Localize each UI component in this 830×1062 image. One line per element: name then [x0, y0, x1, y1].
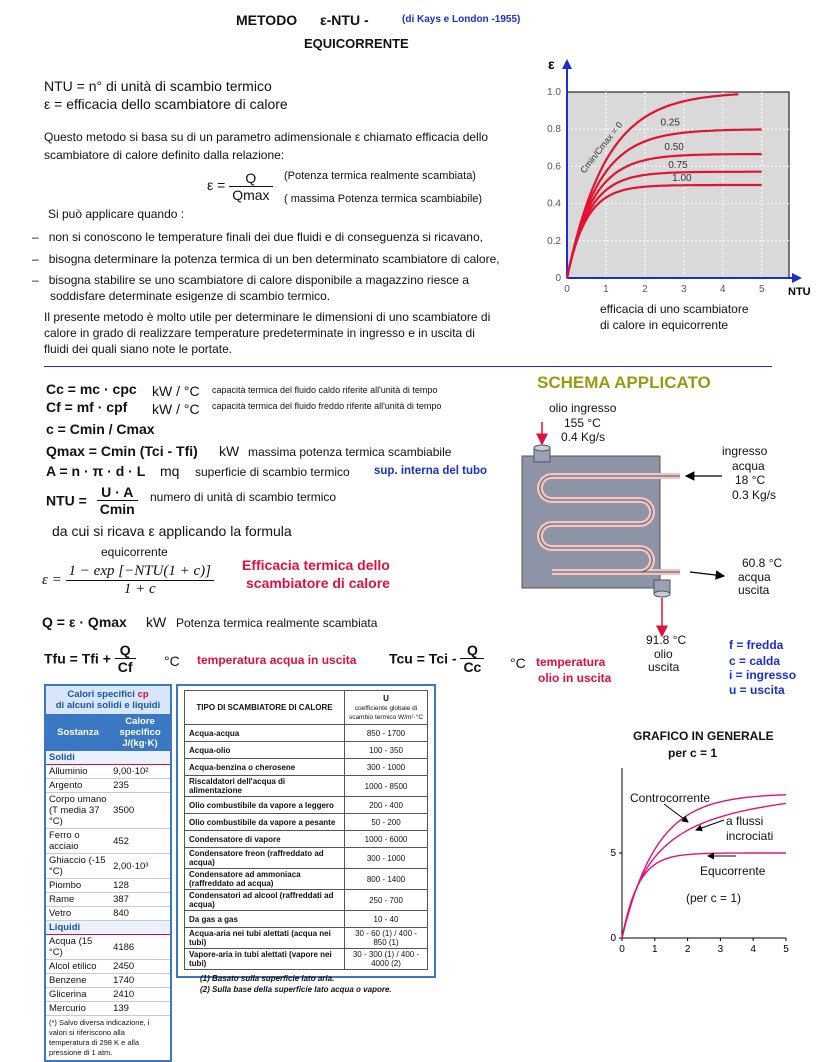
calori-row: Vetro 840	[46, 907, 170, 921]
formula-ntu-note: numero di unità di scambio termico	[150, 490, 337, 504]
legend-c: c = calda	[729, 654, 781, 668]
chart1-curve-label: 0.50	[664, 142, 684, 154]
ntu-numerator: U · A	[97, 484, 138, 501]
calori-row: Corpo umano (T media 37 °C) 3500	[46, 793, 170, 829]
oil-in-label1: olio ingresso	[549, 401, 617, 415]
chart1-cratio-label: Cmin/Cmax = 0	[578, 119, 625, 176]
formula-area-note2: sup. interna del tubo	[374, 465, 488, 477]
para1-line1: Questo metodo si basa su di un parametro adimensionale ε chiamato efficacia dello	[44, 130, 489, 144]
scamb-row: Acqua-aria nei tubi alettati (acqua nei tubi) 30 - 60 (1) / 400 - 850 (1)	[185, 928, 428, 949]
scamb-row: Olio combustibile da vapore a pesante 50 - 200	[185, 814, 428, 831]
chart2-ytick: 5	[610, 848, 616, 859]
chart1-ylabel: ε	[548, 56, 555, 72]
water-out-arrow	[690, 572, 724, 576]
chart1-ytick: 1.0	[547, 87, 561, 98]
title-citation: (di Kays e London -1955)	[402, 14, 521, 25]
chart1-caption-line2: di calore in equicorrente	[600, 318, 729, 332]
chart2-ytick: 0	[610, 933, 616, 944]
formula-cf-unit: kW / °C	[152, 401, 200, 417]
chart1-ytick: 0	[555, 273, 561, 284]
chart1-ytick: 0.2	[547, 235, 561, 247]
calori-title: Calori specifici	[67, 689, 135, 700]
tfu-numerator: Q	[115, 642, 136, 659]
calori-row: Mercurio 139	[46, 1002, 170, 1016]
title-metodo: METODO	[236, 12, 298, 28]
formula-area: A = n · π · d · L	[46, 463, 146, 479]
ntu-denominator: Cmin	[99, 501, 135, 517]
bullet-3: – bisogna stabilire se uno scambiatore di calore disponibile a magazzino riesce a	[32, 273, 469, 287]
chart1-xtick: 3	[681, 284, 687, 295]
scamb-row: Acqua-olio 100 - 350	[185, 742, 428, 759]
calori-row: Alcol etilico 2450	[46, 960, 170, 974]
legend-u: u = uscita	[729, 683, 785, 697]
calori-note: (*) Salvo diversa indicazione, i valori si riferiscono alla temperatura di 298 K e alla pressione di 1 atm.	[49, 1018, 150, 1057]
chart1-curve-label: 0.75	[668, 159, 688, 171]
scamb-row: Condensatori ad alcool (raffreddati ad acqua) 250 - 700	[185, 890, 428, 911]
specific-heat-table	[44, 684, 172, 1062]
chart1-xtick: 1	[603, 284, 609, 295]
chart2-xtick: 0	[619, 944, 625, 955]
scamb-row: Acqua-benzina o cherosene 300 - 1000	[185, 759, 428, 776]
oil-out-label1: 91.8 °C	[646, 633, 687, 647]
chart1-xtick: 2	[642, 284, 648, 295]
chart1-xtick: 5	[758, 284, 765, 295]
oil-outlet-nozzle	[654, 591, 670, 597]
oil-in-label3: 0.4 Kg/s	[561, 430, 606, 444]
eps-formula: ε = $\frac{\text{1 − exp [−NTU(1 + c)]}}{1 + c}$	[42, 563, 214, 598]
formula-tfu-note: temperatura acqua in uscita	[197, 653, 357, 667]
chart2-xtick: 5	[783, 944, 789, 955]
calori-section: Liquidi	[46, 921, 170, 935]
eps-formula-denominator: 1 + c	[123, 581, 156, 597]
efficacy-chart	[530, 55, 820, 305]
chart2-xtick: 3	[717, 944, 724, 955]
oil-in-label2: 155 °C	[564, 416, 601, 430]
lbl-controcorrente: Controcorrente	[630, 791, 711, 805]
formula-ntu: NTU = $\frac{U \cdot A}{Cmin}$	[46, 484, 138, 517]
water-in-label1: ingresso	[722, 444, 768, 458]
chart1-xlabel: NTU	[788, 286, 811, 298]
calori-title-cp: cp	[137, 689, 149, 700]
scamb-row: Da gas a gas 10 - 40	[185, 911, 428, 928]
chart2-xtick: 1	[652, 944, 658, 955]
subtitle-equicorrente: EQUICORRENTE	[304, 36, 409, 51]
calori-col-cp: Calore specifico J/(kg·K)	[110, 714, 170, 751]
chart1-xtick: 0	[564, 284, 570, 295]
chart1-ytick: 0.6	[547, 161, 561, 173]
eps-definition: ε = $\frac{Q}{Qmax}$	[207, 170, 273, 203]
scamb-row: Condensatore ad ammoniaca (raffreddato ad acqua) 800 - 1400	[185, 869, 428, 890]
calori-section: Solidi	[46, 751, 170, 765]
calori-row: Ghiaccio (-15 °C) 2,00·10³	[46, 854, 170, 879]
formula-q-note: Potenza termica realmente scambiata	[176, 616, 378, 630]
formula-tcu-unit: °C	[510, 655, 526, 671]
title-eps-ntu: ε-NTU -	[320, 12, 369, 28]
chart1-curve-label: 0.25	[660, 117, 680, 129]
water-in-label3: 18 °C	[735, 473, 766, 487]
efficacy-label-line1: Efficacia termica dello	[242, 557, 390, 573]
formula-tfu-unit: °C	[164, 653, 180, 669]
formula-area-unit: mq	[160, 463, 180, 479]
water-out-label1: 60.8 °C	[742, 556, 783, 570]
ricava-text: da cui si ricava ε applicando la formula	[52, 523, 292, 539]
formula-tfu: Tfu = Tfi + $\frac{Q}{Cf}$	[44, 642, 136, 675]
legend-f: f = fredda	[729, 638, 784, 652]
lbl-flussi: a flussi	[726, 814, 764, 828]
para2-line2: calore in grado di realizzare temperature predeterminate in ingresso e in uscita di	[44, 326, 475, 340]
lbl-incrociati: incrociati	[726, 829, 774, 843]
oil-out-label2: olio	[654, 647, 673, 661]
tfu-denominator: Cf	[117, 659, 133, 675]
water-out-label2: acqua	[738, 570, 771, 584]
chart1-curve-label: 1.00	[672, 173, 692, 185]
para2-line3: fluidi dei quali siano note le portate.	[44, 342, 233, 356]
chart1-xtick: 4	[720, 284, 726, 295]
para2-line1: Il presente metodo è molto utile per determinare le dimensioni di uno scambiatore di	[44, 310, 491, 324]
calori-row: Acqua (15 °C) 4186	[46, 935, 170, 960]
scamb-row: Vapore-aria in tubi alettati (vapore nei tubi) 30 - 300 (1) / 400 - 4000 (2)	[185, 949, 428, 970]
formula-area-note: superficie di scambio termico	[195, 465, 350, 479]
formula-tcu-note2: olio in uscita	[538, 671, 612, 685]
chart2-xtick: 4	[750, 944, 756, 955]
eps-num-note: (Potenza termica realmente scambiata)	[284, 170, 476, 182]
heat-exchanger-diagram	[490, 400, 820, 650]
formula-cc: Cc = mc · cpc	[46, 381, 137, 397]
general-comparison-chart	[600, 758, 810, 958]
calori-row: Benzene 1740	[46, 974, 170, 988]
calori-row: Alluminio 9,00·10²	[46, 765, 170, 779]
chart2-title: GRAFICO IN GENERALE	[633, 729, 774, 743]
calori-row: Piombo 128	[46, 879, 170, 893]
formula-qmax: Qmax = Cmin (Tci - Tfi)	[46, 443, 198, 459]
formula-qmax-unit: kW	[219, 443, 240, 459]
scamb-col-u: U coefficiente globale di scambio termico W/m²·°C	[345, 691, 428, 725]
scamb-col-type: TIPO DI SCAMBIATORE DI CALORE	[185, 691, 345, 725]
calori-row: Argento 235	[46, 779, 170, 793]
oil-out-label3: uscita	[648, 660, 680, 674]
eps-numerator: Q	[229, 170, 272, 187]
formula-q: Q = ε · Qmax	[42, 614, 127, 630]
scamb-row: Condensatore freon (raffreddato ad acqua) 300 - 1000	[185, 848, 428, 869]
scamb-foot1: (1) Basato sulla superficie lato aria.	[200, 974, 335, 983]
scamb-row: Condensatore di vapore 1000 - 6000	[185, 831, 428, 848]
calori-row: Ferro o acciaio 452	[46, 829, 170, 854]
water-in-label2: acqua	[732, 459, 765, 473]
efficacy-label-line2: scambiatore di calore	[246, 575, 390, 591]
bullet-3-cont: soddisfare determinate esigenze di scambio termico.	[50, 289, 331, 303]
lbl-equcorrente: Equcorrente	[700, 864, 766, 878]
chart2-subtitle: per c = 1	[668, 746, 718, 760]
chart1-ytick: 0.8	[547, 124, 561, 136]
water-out-label3: uscita	[738, 583, 770, 597]
formula-qmax-note: massima potenza termica scambiabile	[248, 445, 452, 459]
scamb-row: Riscaldatori dell'acqua di alimentazione 1000 - 8500	[185, 776, 428, 797]
exchanger-u-table	[176, 684, 436, 994]
calori-title-b: di alcuni solidi e liquidi	[55, 700, 161, 711]
tcu-denominator: Cc	[463, 659, 482, 675]
formula-cf: Cf = mf · cpf	[46, 399, 128, 415]
calori-row: Glicerina 2410	[46, 988, 170, 1002]
legend-i: i = ingresso	[729, 668, 797, 682]
formula-q-unit: kW	[146, 614, 167, 630]
section-divider	[44, 366, 772, 367]
eps-den-note: ( massima Potenza termica scambiabile)	[284, 193, 483, 205]
schema-title: SCHEMA APPLICATO	[537, 373, 711, 392]
apply-heading: Si può applicare quando :	[48, 207, 185, 221]
def-eps: ε = efficacia dello scambiatore di calore	[44, 96, 288, 112]
formula-cc-note: capacità termica del fluido caldo riferite all'unità di tempo	[212, 385, 438, 395]
chart2-note: (per c = 1)	[686, 891, 742, 905]
formula-tcu-note1: temperatura	[536, 655, 606, 669]
scamb-row: Olio combustibile da vapore a leggero 200 - 400	[185, 797, 428, 814]
calori-col-substance: Sostanza	[46, 714, 110, 751]
water-in-label4: 0.3 Kg/s	[732, 488, 777, 502]
equi-label: equicorrente	[101, 545, 168, 559]
chart1-caption-line1: efficacia di uno scambiatore	[600, 302, 749, 316]
oil-inlet-nozzle	[534, 445, 550, 451]
scamb-foot2: (2) Sulla base della superficie lato acqua o vapore.	[200, 985, 392, 994]
bullet-2: – bisogna determinare la potenza termica di un ben determinato scambiatore di calore,	[32, 252, 500, 266]
formula-cc-unit: kW / °C	[152, 383, 200, 399]
bullet-1: – non si conoscono le temperature finali dei due fluidi e di conseguenza si ricavano,	[32, 230, 483, 244]
para1-line2: scambiatore di calore definito dalla relazione:	[44, 148, 285, 162]
tcu-numerator: Q	[460, 642, 484, 659]
chart1-ytick: 0.4	[547, 198, 561, 210]
calori-row: Rame 387	[46, 893, 170, 907]
formula-c: c = Cmin / Cmax	[46, 421, 155, 437]
eps-formula-numerator: 1 − exp [−NTU(1 + c)]	[66, 563, 214, 581]
formula-tcu: Tcu = Tci - $\frac{Q}{Cc}$	[389, 642, 484, 675]
chart2-xtick: 2	[684, 944, 691, 955]
eps-denominator: Qmax	[232, 187, 270, 203]
def-ntu: NTU = n° di unità di scambio termico	[44, 78, 272, 94]
scamb-row: Acqua-acqua 850 - 1700	[185, 725, 428, 742]
formula-cf-note: capacità termica del fluido freddo riferite all'unità di tempo	[212, 401, 442, 411]
